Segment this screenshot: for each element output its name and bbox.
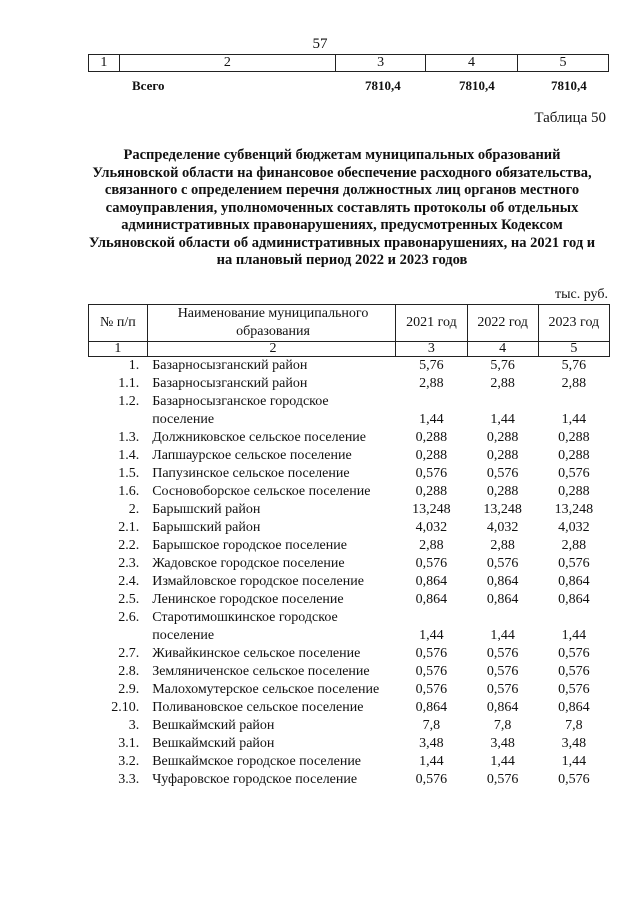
value-2023: 5,76: [561, 358, 587, 373]
value-2022: 0,576: [486, 556, 519, 571]
table-row: [89, 699, 610, 717]
row-number: 2.4.: [118, 574, 140, 589]
row-name: Старотимошкинское городское поселение: [152, 610, 338, 643]
row-name: Сосновоборское сельское поселение: [152, 484, 371, 499]
row-name: Базарносызганское городское поселение: [152, 394, 329, 427]
table-row: [89, 753, 610, 771]
value-2021: 13,248: [412, 502, 451, 517]
value-2023: 0,576: [558, 556, 590, 571]
row-name: Барышское городское поселение: [152, 538, 347, 553]
row-number: 1.: [128, 358, 140, 373]
row-number: 2.: [128, 502, 140, 517]
row-number: 2.10.: [111, 700, 140, 715]
table-row: [89, 609, 610, 645]
row-number: 3.1.: [118, 736, 140, 751]
value-2022: 0,864: [486, 592, 519, 607]
value-2021: 0,288: [415, 448, 448, 463]
value-2023: 0,288: [558, 430, 590, 445]
col-number-cell: 3: [336, 55, 426, 72]
value-2023: 7,8: [565, 718, 583, 733]
row-name: Жадовское городское поселение: [152, 556, 345, 571]
page-number: 57: [312, 36, 328, 52]
value-2021: 0,864: [415, 592, 448, 607]
value-2022: 0,288: [486, 430, 519, 445]
table-row: [89, 771, 610, 789]
table-row: [89, 375, 610, 393]
row-number: 2.3.: [118, 556, 140, 571]
header-2021: 2021 год: [396, 305, 467, 342]
value-2022: 1,44: [490, 628, 515, 643]
value-2022: 3,48: [490, 736, 515, 751]
value-2021: 0,864: [415, 574, 448, 589]
value-2023: 0,864: [558, 700, 590, 715]
value-2022: 2,88: [490, 538, 515, 553]
value-2022: 0,288: [486, 484, 519, 499]
subvention-table: [88, 304, 610, 789]
value-2021: 0,288: [415, 430, 448, 445]
total-value: 7810,4: [459, 78, 495, 93]
row-number: 1.2.: [118, 394, 140, 409]
col-number-cell: 2: [147, 342, 396, 357]
row-name: Вешкаймское городское поселение: [152, 754, 362, 769]
continuation-header-table: [88, 54, 609, 72]
row-name: Вешкаймский район: [152, 736, 275, 751]
table-row: [89, 645, 610, 663]
row-name: Ленинское городское поселение: [152, 592, 344, 607]
col-number-cell: 3: [396, 342, 467, 357]
row-name: Малохомутерское сельское поселение: [152, 682, 380, 697]
value-2021: 0,576: [415, 772, 448, 787]
row-number: 2.9.: [118, 682, 140, 697]
table-row: [89, 483, 610, 501]
row-name: Папузинское сельское поселение: [152, 466, 350, 481]
value-2022: 0,288: [486, 448, 519, 463]
value-2021: 7,8: [422, 718, 441, 733]
value-2021: 0,576: [415, 556, 448, 571]
row-number: 2.2.: [118, 538, 140, 553]
value-2021: 0,576: [415, 466, 448, 481]
value-2023: 0,864: [558, 574, 590, 589]
row-name: Барышский район: [152, 502, 261, 517]
table-row: [89, 663, 610, 681]
col-number-cell: 5: [518, 55, 609, 72]
value-2022: 0,576: [486, 664, 519, 679]
col-number-cell: 1: [89, 342, 148, 357]
value-2023: 0,576: [558, 772, 590, 787]
value-2021: 0,864: [415, 700, 448, 715]
row-number: 3.3.: [118, 772, 140, 787]
value-2022: 5,76: [490, 358, 515, 373]
table-row: [89, 357, 610, 376]
row-number: 2.1.: [118, 520, 140, 535]
table-row: [89, 429, 610, 447]
value-2022: 13,248: [483, 502, 522, 517]
row-name: Барышский район: [152, 520, 261, 535]
value-2021: 1,44: [419, 412, 444, 427]
value-2021: 0,576: [415, 664, 448, 679]
row-name: Базарносызганский район: [152, 358, 308, 373]
value-2023: 1,44: [561, 412, 587, 427]
value-2023: 2,88: [561, 538, 587, 553]
row-number: 1.1.: [118, 376, 140, 391]
table-row: [89, 393, 610, 429]
row-name: Лапшаурское сельское поселение: [152, 448, 352, 463]
value-2021: 1,44: [419, 754, 444, 769]
value-2023: 0,864: [558, 592, 590, 607]
value-2022: 1,44: [490, 412, 515, 427]
total-value: 7810,4: [551, 78, 587, 93]
value-2023: 13,248: [554, 502, 594, 517]
table-row: [89, 537, 610, 555]
row-name: Измайловское городское поселение: [152, 574, 364, 589]
table-row: [89, 465, 610, 483]
value-2023: 0,576: [558, 466, 590, 481]
value-2021: 5,76: [419, 358, 444, 373]
row-number: 2.6.: [118, 610, 140, 625]
row-number: 1.4.: [118, 448, 140, 463]
value-2023: 4,032: [558, 520, 590, 535]
table-row: [89, 447, 610, 465]
units-label: тыс. руб.: [555, 287, 608, 302]
value-2021: 2,88: [419, 538, 444, 553]
document-title: Распределение субвенций бюджетам муниципальных образований Ульяновской области на финансовое обеспечение расходного обязательства, связанного с определением перечня должностных лиц органов местного самоуправления, уполномоченных составлять протоколы об отдельных административных правонарушениях, предусмотренных Кодексом Ульяновской области об административных правонарушениях, на 2021 год и на плановый период 2022 и 2023 годов: [88, 147, 596, 268]
value-2021: 1,44: [419, 628, 444, 643]
row-number: 1.5.: [118, 466, 140, 481]
table-row: [89, 681, 610, 699]
row-number: 2.7.: [118, 646, 140, 661]
row-number: 3.2.: [118, 754, 140, 769]
row-name: Должниковское сельское поселение: [152, 430, 367, 445]
value-2022: 7,8: [493, 718, 512, 733]
col-number-cell: 2: [119, 55, 335, 72]
value-2023: 0,576: [558, 682, 590, 697]
table-row: [89, 717, 610, 735]
value-2023: 1,44: [561, 628, 587, 643]
header-2022: 2022 год: [467, 305, 538, 342]
table-row: [89, 555, 610, 573]
value-2022: 0,864: [486, 574, 519, 589]
row-number: 3.: [128, 718, 140, 733]
col-number-cell: 5: [538, 342, 609, 357]
value-2022: 0,576: [486, 466, 519, 481]
table-row: [89, 573, 610, 591]
value-2022: 0,576: [486, 646, 519, 661]
value-2021: 0,576: [415, 682, 448, 697]
col-number-cell: 1: [89, 55, 120, 72]
value-2023: 0,288: [558, 448, 590, 463]
row-name: Чуфаровское городское поселение: [152, 772, 358, 787]
value-2022: 0,864: [486, 700, 519, 715]
row-number: 1.6.: [118, 484, 140, 499]
header-number: № п/п: [89, 305, 148, 342]
col-number-cell: 4: [426, 55, 518, 72]
total-value: 7810,4: [365, 78, 401, 93]
value-2021: 2,88: [419, 376, 444, 391]
value-2023: 0,576: [558, 664, 590, 679]
value-2021: 3,48: [419, 736, 444, 751]
value-2022: 0,576: [486, 682, 519, 697]
table-row: [89, 591, 610, 609]
value-2021: 0,288: [415, 484, 448, 499]
value-2023: 2,88: [561, 376, 587, 391]
value-2023: 0,576: [558, 646, 590, 661]
value-2022: 1,44: [490, 754, 515, 769]
value-2022: 0,576: [486, 772, 519, 787]
value-2023: 1,44: [561, 754, 587, 769]
table-number: Таблица 50: [534, 110, 606, 126]
table-row: [89, 501, 610, 519]
value-2021: 4,032: [415, 520, 448, 535]
row-name: Земляниченское сельское поселение: [152, 664, 370, 679]
value-2021: 0,576: [415, 646, 448, 661]
row-number: 1.3.: [118, 430, 140, 445]
header-name: Наименование муниципального образования: [147, 305, 396, 342]
row-number: 2.5.: [118, 592, 140, 607]
col-number-cell: 4: [467, 342, 538, 357]
value-2022: 4,032: [486, 520, 519, 535]
row-number: 2.8.: [118, 664, 140, 679]
table-row: [89, 735, 610, 753]
total-label: Всего: [132, 78, 165, 93]
row-name: Базарносызганский район: [152, 376, 308, 391]
row-name: Поливановское сельское поселение: [152, 700, 364, 715]
row-name: Вешкаймский район: [152, 718, 275, 733]
value-2023: 3,48: [561, 736, 587, 751]
row-name: Живайкинское сельское поселение: [152, 646, 361, 661]
header-2023: 2023 год: [538, 305, 609, 342]
value-2023: 0,288: [558, 484, 590, 499]
table-row: [89, 519, 610, 537]
value-2022: 2,88: [490, 376, 515, 391]
